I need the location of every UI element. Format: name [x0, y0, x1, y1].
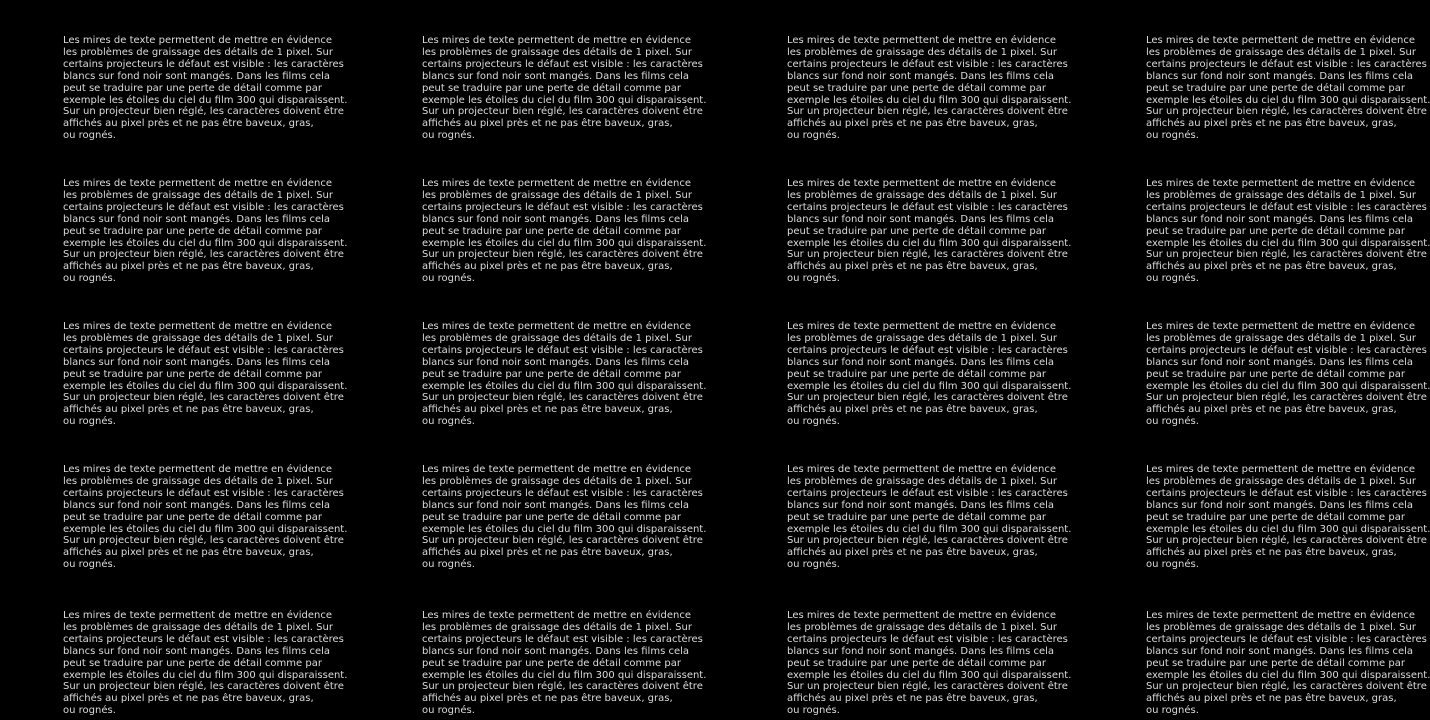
- text-block: Les mires de texte permettent de mettre en évidence les problèmes de graissage des détails de 1 pixel. Sur certains projecteurs le défaut est visible : les caractères blancs sur fond noir sont mangés. Dans les films cela peut se traduire par une perte de détail comme par exemple les étoiles du ciel du film 300 qui disparaissent. Sur un projecteur bien réglé, les caractères doivent être affichés au pixel près et ne pas être baveux, gras, ou rognés.: [1146, 464, 1430, 571]
- text-block: Les mires de texte permettent de mettre en évidence les problèmes de graissage des détails de 1 pixel. Sur certains projecteurs le défaut est visible : les caractères blancs sur fond noir sont mangés. Dans les films cela peut se traduire par une perte de détail comme par exemple les étoiles du ciel du film 300 qui disparaissent. Sur un projecteur bien réglé, les caractères doivent être affichés au pixel près et ne pas être baveux, gras, ou rognés.: [63, 464, 348, 571]
- text-block: Les mires de texte permettent de mettre en évidence les problèmes de graissage des détails de 1 pixel. Sur certains projecteurs le défaut est visible : les caractères blancs sur fond noir sont mangés. Dans les films cela peut se traduire par une perte de détail comme par exemple les étoiles du ciel du film 300 qui disparaissent. Sur un projecteur bien réglé, les caractères doivent être affichés au pixel près et ne pas être baveux, gras, ou rognés.: [63, 178, 348, 285]
- text-block: Les mires de texte permettent de mettre en évidence les problèmes de graissage des détails de 1 pixel. Sur certains projecteurs le défaut est visible : les caractères blancs sur fond noir sont mangés. Dans les films cela peut se traduire par une perte de détail comme par exemple les étoiles du ciel du film 300 qui disparaissent. Sur un projecteur bien réglé, les caractères doivent être affichés au pixel près et ne pas être baveux, gras, ou rognés.: [1146, 178, 1430, 285]
- text-block: Les mires de texte permettent de mettre en évidence les problèmes de graissage des détails de 1 pixel. Sur certains projecteurs le défaut est visible : les caractères blancs sur fond noir sont mangés. Dans les films cela peut se traduire par une perte de détail comme par exemple les étoiles du ciel du film 300 qui disparaissent. Sur un projecteur bien réglé, les caractères doivent être affichés au pixel près et ne pas être baveux, gras, ou rognés.: [787, 464, 1072, 571]
- text-block: Les mires de texte permettent de mettre en évidence les problèmes de graissage des détails de 1 pixel. Sur certains projecteurs le défaut est visible : les caractères blancs sur fond noir sont mangés. Dans les films cela peut se traduire par une perte de détail comme par exemple les étoiles du ciel du film 300 qui disparaissent. Sur un projecteur bien réglé, les caractères doivent être affichés au pixel près et ne pas être baveux, gras, ou rognés.: [422, 35, 707, 142]
- text-block: Les mires de texte permettent de mettre en évidence les problèmes de graissage des détails de 1 pixel. Sur certains projecteurs le défaut est visible : les caractères blancs sur fond noir sont mangés. Dans les films cela peut se traduire par une perte de détail comme par exemple les étoiles du ciel du film 300 qui disparaissent. Sur un projecteur bien réglé, les caractères doivent être affichés au pixel près et ne pas être baveux, gras, ou rognés.: [787, 35, 1072, 142]
- text-block: Les mires de texte permettent de mettre en évidence les problèmes de graissage des détails de 1 pixel. Sur certains projecteurs le défaut est visible : les caractères blancs sur fond noir sont mangés. Dans les films cela peut se traduire par une perte de détail comme par exemple les étoiles du ciel du film 300 qui disparaissent. Sur un projecteur bien réglé, les caractères doivent être affichés au pixel près et ne pas être baveux, gras, ou rognés.: [63, 35, 348, 142]
- text-block: Les mires de texte permettent de mettre en évidence les problèmes de graissage des détails de 1 pixel. Sur certains projecteurs le défaut est visible : les caractères blancs sur fond noir sont mangés. Dans les films cela peut se traduire par une perte de détail comme par exemple les étoiles du ciel du film 300 qui disparaissent. Sur un projecteur bien réglé, les caractères doivent être affichés au pixel près et ne pas être baveux, gras, ou rognés.: [63, 321, 348, 428]
- text-block: Les mires de texte permettent de mettre en évidence les problèmes de graissage des détails de 1 pixel. Sur certains projecteurs le défaut est visible : les caractères blancs sur fond noir sont mangés. Dans les films cela peut se traduire par une perte de détail comme par exemple les étoiles du ciel du film 300 qui disparaissent. Sur un projecteur bien réglé, les caractères doivent être affichés au pixel près et ne pas être baveux, gras, ou rognés.: [422, 321, 707, 428]
- text-block: Les mires de texte permettent de mettre en évidence les problèmes de graissage des détails de 1 pixel. Sur certains projecteurs le défaut est visible : les caractères blancs sur fond noir sont mangés. Dans les films cela peut se traduire par une perte de détail comme par exemple les étoiles du ciel du film 300 qui disparaissent. Sur un projecteur bien réglé, les caractères doivent être affichés au pixel près et ne pas être baveux, gras, ou rognés.: [1146, 610, 1430, 717]
- text-block: Les mires de texte permettent de mettre en évidence les problèmes de graissage des détails de 1 pixel. Sur certains projecteurs le défaut est visible : les caractères blancs sur fond noir sont mangés. Dans les films cela peut se traduire par une perte de détail comme par exemple les étoiles du ciel du film 300 qui disparaissent. Sur un projecteur bien réglé, les caractères doivent être affichés au pixel près et ne pas être baveux, gras, ou rognés.: [63, 610, 348, 717]
- text-block: Les mires de texte permettent de mettre en évidence les problèmes de graissage des détails de 1 pixel. Sur certains projecteurs le défaut est visible : les caractères blancs sur fond noir sont mangés. Dans les films cela peut se traduire par une perte de détail comme par exemple les étoiles du ciel du film 300 qui disparaissent. Sur un projecteur bien réglé, les caractères doivent être affichés au pixel près et ne pas être baveux, gras, ou rognés.: [422, 178, 707, 285]
- text-block: Les mires de texte permettent de mettre en évidence les problèmes de graissage des détails de 1 pixel. Sur certains projecteurs le défaut est visible : les caractères blancs sur fond noir sont mangés. Dans les films cela peut se traduire par une perte de détail comme par exemple les étoiles du ciel du film 300 qui disparaissent. Sur un projecteur bien réglé, les caractères doivent être affichés au pixel près et ne pas être baveux, gras, ou rognés.: [787, 321, 1072, 428]
- text-block: Les mires de texte permettent de mettre en évidence les problèmes de graissage des détails de 1 pixel. Sur certains projecteurs le défaut est visible : les caractères blancs sur fond noir sont mangés. Dans les films cela peut se traduire par une perte de détail comme par exemple les étoiles du ciel du film 300 qui disparaissent. Sur un projecteur bien réglé, les caractères doivent être affichés au pixel près et ne pas être baveux, gras, ou rognés.: [1146, 321, 1430, 428]
- text-block: Les mires de texte permettent de mettre en évidence les problèmes de graissage des détails de 1 pixel. Sur certains projecteurs le défaut est visible : les caractères blancs sur fond noir sont mangés. Dans les films cela peut se traduire par une perte de détail comme par exemple les étoiles du ciel du film 300 qui disparaissent. Sur un projecteur bien réglé, les caractères doivent être affichés au pixel près et ne pas être baveux, gras, ou rognés.: [422, 464, 707, 571]
- text-block: Les mires de texte permettent de mettre en évidence les problèmes de graissage des détails de 1 pixel. Sur certains projecteurs le défaut est visible : les caractères blancs sur fond noir sont mangés. Dans les films cela peut se traduire par une perte de détail comme par exemple les étoiles du ciel du film 300 qui disparaissent. Sur un projecteur bien réglé, les caractères doivent être affichés au pixel près et ne pas être baveux, gras, ou rognés.: [787, 610, 1072, 717]
- text-block: Les mires de texte permettent de mettre en évidence les problèmes de graissage des détails de 1 pixel. Sur certains projecteurs le défaut est visible : les caractères blancs sur fond noir sont mangés. Dans les films cela peut se traduire par une perte de détail comme par exemple les étoiles du ciel du film 300 qui disparaissent. Sur un projecteur bien réglé, les caractères doivent être affichés au pixel près et ne pas être baveux, gras, ou rognés.: [422, 610, 707, 717]
- text-block: Les mires de texte permettent de mettre en évidence les problèmes de graissage des détails de 1 pixel. Sur certains projecteurs le défaut est visible : les caractères blancs sur fond noir sont mangés. Dans les films cela peut se traduire par une perte de détail comme par exemple les étoiles du ciel du film 300 qui disparaissent. Sur un projecteur bien réglé, les caractères doivent être affichés au pixel près et ne pas être baveux, gras, ou rognés.: [787, 178, 1072, 285]
- text-block: Les mires de texte permettent de mettre en évidence les problèmes de graissage des détails de 1 pixel. Sur certains projecteurs le défaut est visible : les caractères blancs sur fond noir sont mangés. Dans les films cela peut se traduire par une perte de détail comme par exemple les étoiles du ciel du film 300 qui disparaissent. Sur un projecteur bien réglé, les caractères doivent être affichés au pixel près et ne pas être baveux, gras, ou rognés.: [1146, 35, 1430, 142]
